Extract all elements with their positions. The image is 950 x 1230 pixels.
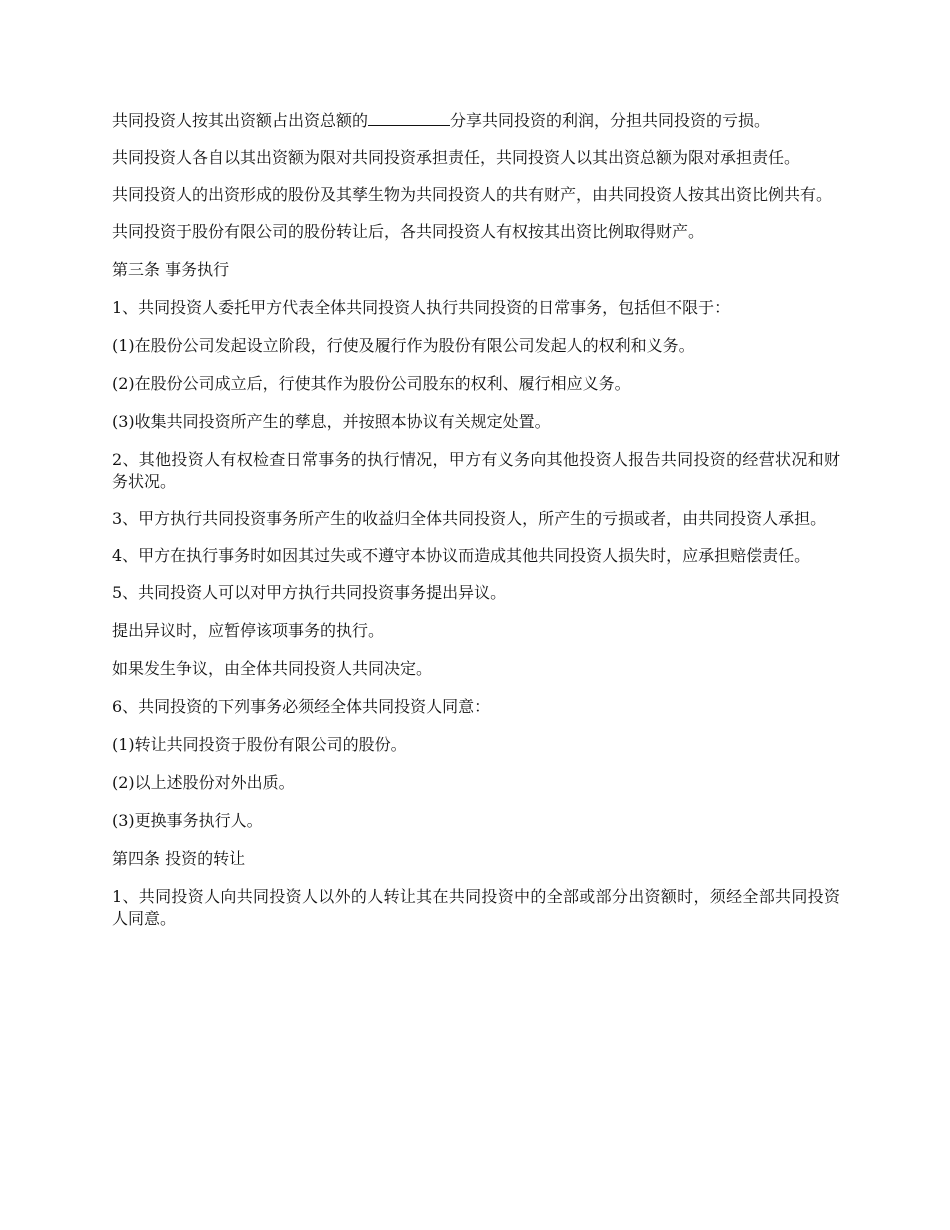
sub-item-6-2: (2)以上述股份对外出质。 xyxy=(112,773,295,792)
list-item-3: 3、甲方执行共同投资事务所产生的收益归全体共同投资人，所产生的亏损或者，由共同投资人承担。 xyxy=(112,509,827,528)
paragraph-share-transfer: 共同投资于股份有限公司的股份转让后，各共同投资人有权按其出资比例取得财产。 xyxy=(112,222,705,241)
section-heading-article-3: 第三条 事务执行 xyxy=(112,260,230,279)
document-page xyxy=(112,110,840,945)
sub-item-1-2: (2)在股份公司成立后，行使其作为股份公司股东的权利、履行相应义务。 xyxy=(112,374,631,393)
paragraph-text: 分享共同投资的利润，分担共同投资的亏损。 xyxy=(450,111,771,130)
fill-in-blank xyxy=(368,111,450,126)
sub-item-1-1: (1)在股份公司发起设立阶段，行使及履行作为股份有限公司发起人的权利和义务。 xyxy=(112,336,695,355)
paragraph-text: 共同投资人按其出资额占出资总额的 xyxy=(112,111,369,130)
list-item-5: 5、共同投资人可以对甲方执行共同投资事务提出异议。 xyxy=(112,583,507,602)
paragraph-common-property: 共同投资人的出资形成的股份及其孳生物为共同投资人的共有财产，由共同投资人按其出资比例共有。 xyxy=(112,185,833,204)
list-item-4: 4、甲方在执行事务时如因其过失或不遵守本协议而造成其他共同投资人损失时，应承担赔偿责任。 xyxy=(112,546,811,565)
sub-item-6-1: (1)转让共同投资于股份有限公司的股份。 xyxy=(112,735,407,754)
list-item-transfer-1: 1、共同投资人向共同投资人以外的人转让其在共同投资中的全部或部分出资额时，须经全部共同投资人同意。 xyxy=(112,887,840,928)
paragraph-objection: 提出异议时，应暂停该项事务的执行。 xyxy=(112,621,385,640)
list-item-2: 2、其他投资人有权检查日常事务的执行情况，甲方有义务向其他投资人报告共同投资的经营状况和财务状况。 xyxy=(112,450,840,491)
paragraph-dispute: 如果发生争议，由全体共同投资人共同决定。 xyxy=(112,659,433,678)
paragraph-profit-sharing xyxy=(112,110,840,132)
paragraph-liability: 共同投资人各自以其出资额为限对共同投资承担责任，共同投资人以其出资总额为限对承担责任。 xyxy=(112,148,801,167)
sub-item-1-3: (3)收集共同投资所产生的孳息，并按照本协议有关规定处置。 xyxy=(112,412,551,431)
sub-item-6-3: (3)更换事务执行人。 xyxy=(112,811,263,830)
list-item-6: 6、共同投资的下列事务必须经全体共同投资人同意： xyxy=(112,697,491,716)
section-heading-article-4: 第四条 投资的转让 xyxy=(112,849,246,868)
list-item-1: 1、共同投资人委托甲方代表全体共同投资人执行共同投资的日常事务，包括但不限于： xyxy=(112,298,731,317)
